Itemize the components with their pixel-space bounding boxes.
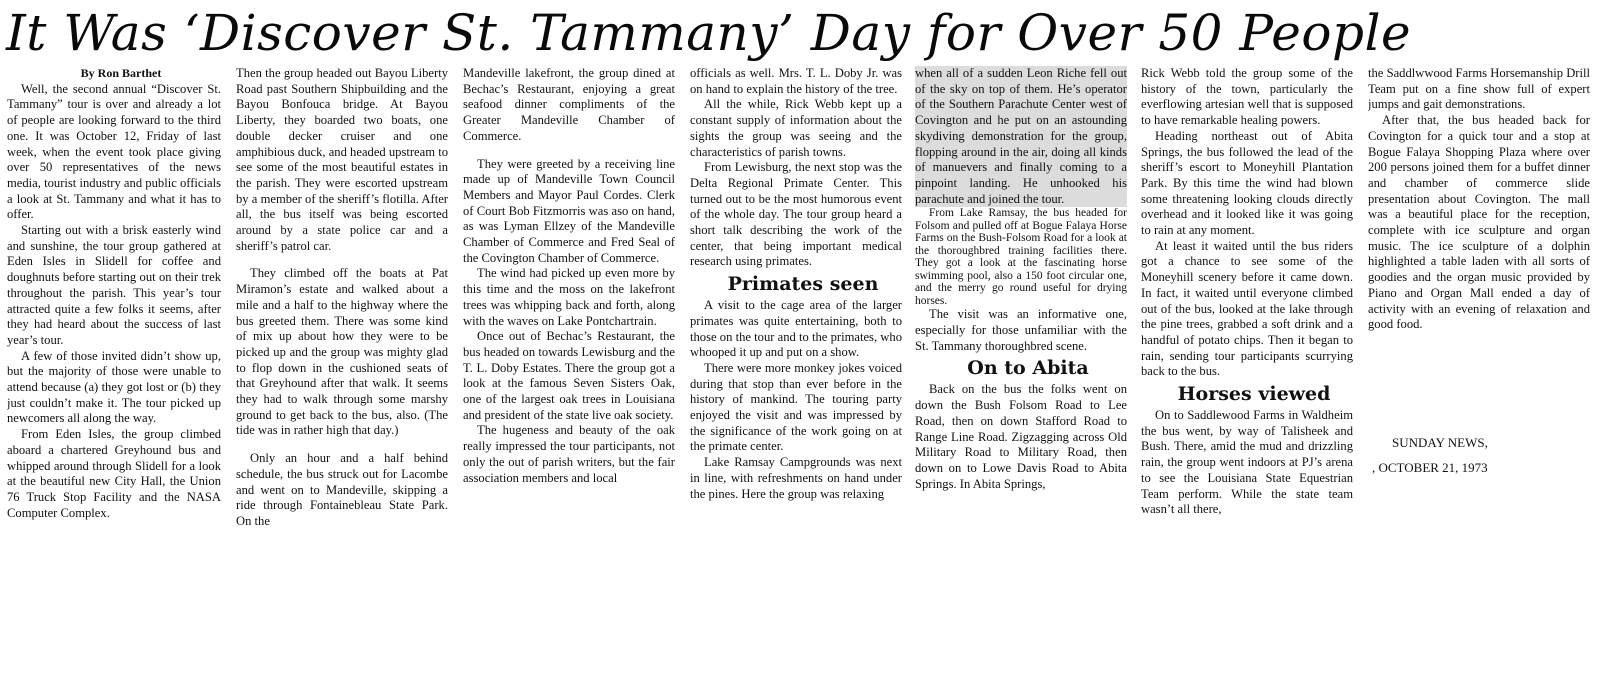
paragraph: From Lewisburg, the next stop was the Delta Regional Primate Center. This turned out to be the most humorous event of the whole day. The tour group heard a short talk describing the work of the center, that being important medical research using primates. xyxy=(690,160,902,269)
paragraph: Rick Webb told the group some of the history of the town, particularly the everflowing artesian well that is supposed to have remarkable healing powers. xyxy=(1141,66,1353,128)
paragraph: Once out of Bechac’s Restaurant, the bus headed on towards Lewisburg and the T. L. Doby Estates. There the group got a look at the famous Seven Sisters Oak, one of the largest oak trees in Louisiana and president of the state live oak society. xyxy=(463,329,675,422)
paragraph: Only an hour and a half behind schedule, the bus struck out for Lacombe and went on to Mandeville, skipping a ride through Fontainebleau State Park. On the xyxy=(236,451,448,528)
paragraph: From Lake Ramsay, the bus headed for Folsom and pulled off at Bogue Falaya Horse Farms on the Bush-Folsom Road for a look at the thoroughbred training facilities there. They got a look at the fascinating horse swimming pool, also a 150 foot circular one, and the merry go round useful for drying horses. xyxy=(915,207,1127,307)
column-1 xyxy=(7,66,221,671)
paragraph: After that, the bus headed back for Covington for a quick tour and a stop at Bogue Falaya Shopping Plaza where over 200 persons joined them for a buffet dinner and chamber of commerce slide presentation about Covington. The mall was a beautiful place for the reception, complete with ice sculpture and organ music. The ice sculpture of a dolphin highlighted a table laden with all sorts of goodies and the organ music provided by Piano and Organ Mall ended a day of activity with an evening of relaxation and good food. xyxy=(1368,113,1590,332)
paragraph: The visit was an informative one, especially for those unfamiliar with the St. Tammany thoroughbred scene. xyxy=(915,307,1127,353)
paragraph: All the while, Rick Webb kept up a constant supply of information about the sights the group was seeing and the characteristics of parish towns. xyxy=(690,97,902,159)
date-label: , OCTOBER 21, 1973 xyxy=(1372,460,1488,475)
paragraph: Lake Ramsay Campgrounds was next in line, with refreshments on hand under the pines. Here the group was relaxing xyxy=(690,455,902,501)
paragraph: A few of those invited didn’t show up, but the majority of those were unable to attend because (a) they got lost or (b) they just couldn’t make it. The tour picked up newcomers all along the way. xyxy=(7,348,221,426)
column-3 xyxy=(463,66,675,671)
paragraph: There were more monkey jokes voiced during that stop than ever before in the history of mankind. The touring party enjoyed the visit and was impressed by the significance of the work going on at the primate center. xyxy=(690,360,902,454)
byline: By Ron Barthet xyxy=(80,66,162,80)
paragraph: Starting out with a brisk easterly wind and sunshine, the tour group gathered at Eden Isles in Slidell for coffee and doughnuts before starting out on their trek throughout the parish. This year’s tour attracted quite a few folks it seems, after they had heard about the success of last year’s tour. xyxy=(7,223,221,347)
column-6 xyxy=(1141,66,1353,671)
paragraph: Back on the bus the folks went on down the Bush Folsom Road to Lee Road, then on down Stafford Road to Range Line Road. Zigzagging across Old Military Road to Military Road, then down on to Lowe Davis Road to Abita Springs. In Abita Springs, xyxy=(915,382,1127,491)
paragraph: officials as well. Mrs. T. L. Doby Jr. was on hand to explain the history of the tree. xyxy=(690,66,902,96)
paragraph: The wind had picked up even more by this time and the moss on the lakefront trees was whipping back and forth, along with the waves on Lake Pontchartrain. xyxy=(463,266,675,328)
subheading-on-to-abita: On to Abita xyxy=(967,357,1089,380)
paragraph: They were greeted by a receiving line made up of Mandeville Town Council Members and Mayor Paul Cordes. Clerk of Court Bob Fitzmorris was aso on hand, as was Lyman Ellzey of the Mandeville Chamber of Commerce and Fred Seal of the Covington Chamber of Commerce. xyxy=(463,156,675,265)
subheading-horses-viewed: Horses viewed xyxy=(1177,383,1331,406)
paragraph: Well, the second annual “Discover St. Tammany” tour is over and already a lot of people are looking forward to the third one. It was October 12, Friday of last week, when the event took place giving over 50 representatives of the news media, tourist industry and public officials a look at St. Tammany and what it has to offer. xyxy=(7,81,221,222)
paragraph: On to Saddlewood Farms in Waldheim the bus went, by way of Talisheek and Bush. There, amid the mud and drizzling rain, the group went indoors at PJ’s arena to see the Louisiana State Equestrian Team perform. While the state team wasn’t all there, xyxy=(1141,408,1353,517)
paragraph: The hugeness and beauty of the oak really impressed the tour participants, not only the out of parish writers, but the fair association members and local xyxy=(463,423,675,485)
paragraph: Heading northeast out of Abita Springs, the bus followed the lead of the sheriff’s escort to Moneyhill Plantation Park. By this time the wind had blown some threatening looking clouds directly overhead and it looked like it was going to rain at any moment. xyxy=(1141,128,1353,238)
headline: It Was ‘Discover St. Tammany’ Day for Over 50 People xyxy=(6,4,1412,62)
paragraph: A visit to the cage area of the larger primates was quite entertaining, both to those on the tour and to the primates, who whooped it up and put on a show. xyxy=(690,298,902,360)
paragraph: From Eden Isles, the group climbed aboard a chartered Greyhound bus and whipped around through Slidell for a look at the beautiful new City Hall, the Union 76 Truck Stop Facility and the NASA Computer Complex. xyxy=(7,427,221,520)
column-7 xyxy=(1368,66,1590,406)
date-text: OCTOBER 21, 1973 xyxy=(1378,460,1488,475)
column-2 xyxy=(236,66,448,671)
paragraph: when all of a sudden Leon Riche fell out of the sky on top of them. He’s operator of the Southern Parachute Center west of Covington and he put on an astounding skydiving demonstration for the group, flopping around in the air, doing all kinds of manuevers and finally coming to a pinpoint landing. He unhooked his parachute and joined the tour. xyxy=(915,66,1127,206)
column-5 xyxy=(915,66,1127,671)
paragraph: Mandeville lakefront, the group dined at Bechac’s Restaurant, enjoying a great seafood dinner compliments of the Greater Mandeville Chamber of Commerce. xyxy=(463,66,675,143)
column-4 xyxy=(690,66,902,671)
paragraph: At least it waited until the bus riders got a chance to see some of the Moneyhill scenery before it came down. In fact, it waited until everyone climbed out of the bus, looked at the lake through the pine trees, grabbed a soft drink and a handful of potato chips. Then it began to rain, sending tour participants scurrying back to the bus. xyxy=(1141,238,1353,379)
paragraph: They climbed off the boats at Pat Miramon’s estate and walked about a mile and a half to the highway where the bus greeted them. There was some kind of mix up about how they were to be picked up and the group was mighty glad to flop down in the cushioned seats of that Greyhound after that walk. It seems they had to walk through some marshy ground to get back to the bus, also. (The tide was in rather high that day.) xyxy=(236,266,448,438)
paragraph: Then the group headed out Bayou Liberty Road past Southern Shipbuilding and the Bayou Bonfouca bridge. At Bayou Liberty, they boarded two boats, one double decker cruiser and one amphibious duck, and headed upstream to see some of the most beautiful estates in the parish. They were escorted upstream by a member of the sheriff’s flotilla. After all, the bus itself was being escorted around by a state police car and a sheriff’s patrol car. xyxy=(236,66,448,253)
paragraph: the Saddlwwood Farms Horsemanship Drill Team put on a fine show full of expert jumps and gait demonstrations. xyxy=(1368,66,1590,112)
source-label: SUNDAY NEWS, xyxy=(1392,435,1488,450)
subheading-primates-seen: Primates seen xyxy=(727,273,879,296)
